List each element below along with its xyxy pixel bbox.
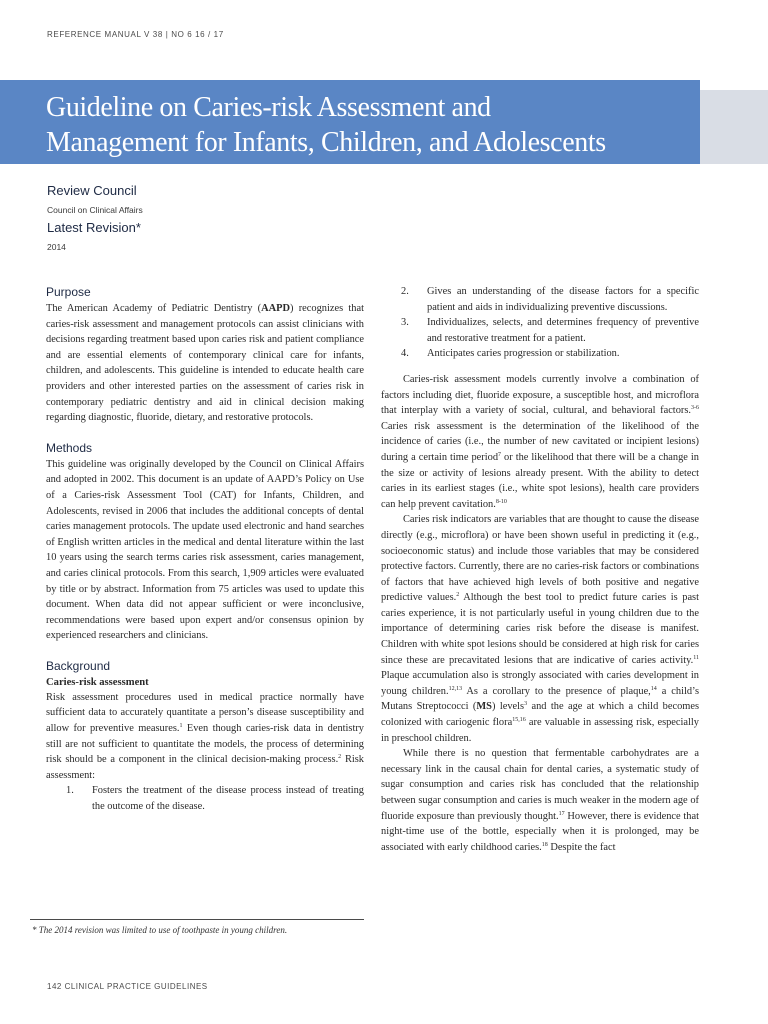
purpose-heading: Purpose xyxy=(46,285,91,299)
risk-indicators-paragraph: Caries risk indicators are variables that are thought to cause the disease directly (e.g., microflora) or have been shown useful in predicting it (e.g., socioeconomic status) and include those variables that may be considered protective factors. Currently, there are no caries-risk factors or combinations of factors that have achieved high levels of both positive and negative predictive values.$^2$ Although the best tool to predict future caries is past caries experience, it is not particularly useful in young children due to the importance of determining caries risk before the disease is manifest. Children with white spot lesions should be considered at high risk for caries since these are precavitated lesions that are indicative of caries activity.$^{11}$ Plaque accumulation also is strongly associated with caries development in young children.$^{12,13}$ As a corollary to the presence of plaque,$^{14}$ a child’s Mutans Streptococci (MS) levels$^3$ and the age at which a child becomes colonized with cariogenic flora$^{15,16}$ are valuable in assessing risk, especially in preschool children. xyxy=(381,514,700,744)
background-heading: Background xyxy=(46,658,111,673)
methods-paragraph: This guideline was originally developed by the Council on Clinical Affairs and adopted in 2002. This document is an update of AAPD’s Policy on Use of a Caries-risk Assessment Tool (CAT) for Infants, Children, and Adolescents, revised in 2006 that includes the additional concepts of dental caries management protocols. The update used electronic and hand searches of English written articles in the medical and dental literature within the last 10 years using the search terms caries risk assessment, caries management, and caries clinical protocols. From this search, 1,909 articles were evaluated by title or by abstract. Information from 75 articles was used to update this document. When data did not appear sufficient or were inconclusive, recommendations were based upon expert and/or consensus opinion by experienced researchers and clinicians. xyxy=(46,458,364,642)
footnote: * The 2014 revision was limited to use of toothpaste in young children. xyxy=(32,925,288,935)
left-column xyxy=(46,284,364,815)
aapd-abbrev: AAPD xyxy=(261,303,290,314)
running-head: REFERENCE MANUAL V 38 | NO 6 16 / 17 xyxy=(47,30,224,39)
review-council-heading: Review Council xyxy=(47,183,137,198)
title-line-2: Management for Infants, Children, and Adolescents xyxy=(46,127,606,158)
latest-revision-heading: Latest Revision* xyxy=(47,220,141,235)
risk-assessment-list-right xyxy=(381,284,699,362)
caries-risk-assessment-subheading: Caries-risk assessment xyxy=(46,676,149,688)
methods-heading: Methods xyxy=(46,440,93,455)
risk-assessment-list-left xyxy=(46,783,364,814)
models-paragraph: Caries-risk assessment models currently involve a combination of factors including diet, fluoride exposure, a susceptible host, and microflora that interplay with a variety of social, cultural, and behavioral factors.$^{3-6}$ Caries risk assessment is the determination of the likelihood of the incidence of caries (i.e., the number of new cavitated or incipient lesions) during a certain time period$^7$ or the likelihood that there will be a change in the size or activity of lesions already present. With the ability to detect caries in its earliest stages (i.e., white spot lesions), health care providers can help prevent cavitation.$^{8-10}$ xyxy=(381,373,699,510)
right-column xyxy=(381,284,699,855)
review-council-value: Council on Clinical Affairs xyxy=(47,205,143,215)
list-item: 2. Gives an understanding of the disease factors for a specific patient and aids in individualizing preventive discussions. xyxy=(401,286,699,313)
background-paragraph: Risk assessment procedures used in medical practice normally have sufficient data to accurately quantitate a person’s disease susceptibility and allow for preventive measures.$^1$ Even though caries-risk data in dentistry still are not sufficient to quantitate the models, the process of determining risk should be a component in the clinical decision-making process.$^2$ Risk assessment: xyxy=(46,691,364,781)
carbohydrates-paragraph: While there is no question that fermentable carbohydrates are a necessary link in the causal chain for dental caries, a systematic study of sugar consumption and caries risk has concluded that the relationship between sugar consumption and caries is much weaker in the modern age of fluoride exposure than previously thought.$^{17}$ However, there is evidence that night-time use of the bottle, especially when it is prolonged, may be associated with early childhood caries.$^{18}$ Despite the fact xyxy=(381,748,699,853)
ms-abbrev: MS xyxy=(476,701,492,713)
title-band-extension xyxy=(700,90,768,164)
list-item: 3. Individualizes, selects, and determines frequency of preventive and restorative treatment for a patient. xyxy=(401,317,699,344)
title-line-1: Guideline on Caries-risk Assessment and xyxy=(46,92,491,123)
latest-revision-value: 2014 xyxy=(47,242,66,252)
page-footer: 142 CLINICAL PRACTICE GUIDELINES xyxy=(47,982,208,991)
list-item: 4. Anticipates caries progression or stabilization. xyxy=(401,348,620,360)
document-title xyxy=(46,90,696,160)
purpose-paragraph: The American Academy of Pediatric Dentistry (AAPD) recognizes that caries-risk assessment and management protocols can assist clinicians with decisions regarding treatment based upon caries risk and patient compliance and are essential elements of contemporary clinical care for infants, children, and adolescents. This guideline is intended to educate health care providers and other interested parties on the assessment of caries risk in contemporary pediatric dentistry and aid in clinical decision making regarding diagnostic, fluoride, dietary, and restorative protocols. xyxy=(46,303,364,424)
list-item: 1. Fosters the treatment of the disease process instead of treating the outcome of the disease. xyxy=(66,785,364,813)
footnote-divider xyxy=(30,919,364,920)
